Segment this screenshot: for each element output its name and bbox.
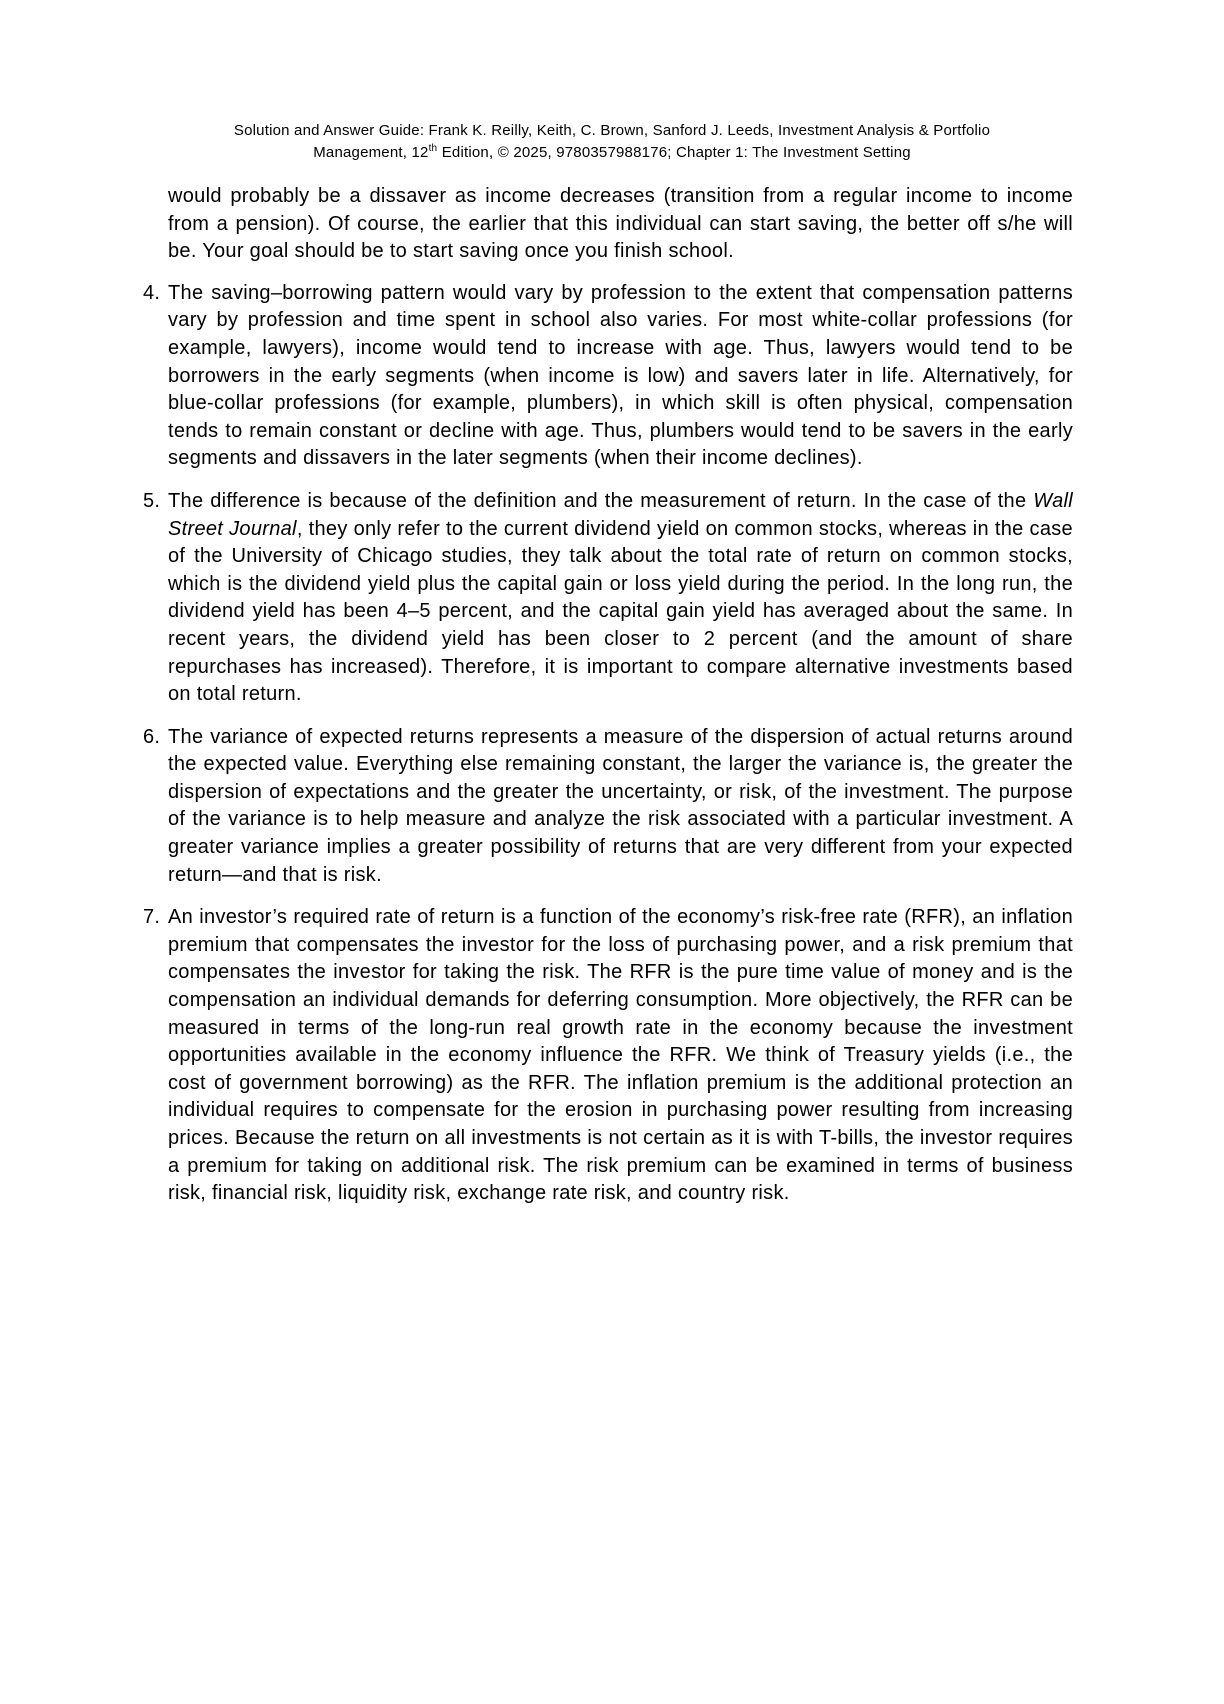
italicized-publication-title: Wall Street Journal <box>168 489 1073 540</box>
header-line-2-pre: Management, 12 <box>313 144 429 161</box>
header-edition-superscript: th <box>428 143 438 154</box>
list-item-6 <box>143 724 1073 890</box>
list-item-text-post: , they only refer to the current dividend yield on common stocks, whereas in the case of the University of Chicago studies, they talk about the total rate of return on common stocks, which is the dividend yield plus the capital gain or loss yield during the period. In the long run, the dividend yield has been 4–5 percent, and the capital gain yield has averaged about the same. In recent years, the dividend yield has been closer to 2 percent (and the amount of share repurchases has increased). Therefore, it is important to compare alternative investments based on total return. <box>168 517 1073 706</box>
continuation-paragraph: would probably be a dissaver as income decreases (transition from a regular income to income from a pension). Of course, the earlier that this individual can start saving, the better off s/he will be. Your goal should be to start saving once you finish school. <box>168 185 1073 263</box>
header-line-1: Solution and Answer Guide: Frank K. Reilly, Keith, C. Brown, Sanford J. Leeds, Investment Analysis & Portfolio <box>233 122 991 139</box>
list-item-4 <box>143 280 1073 473</box>
list-item-5 <box>143 488 1073 709</box>
list-item-text: An investor’s required rate of return is a function of the economy’s risk-free rate (RFR), an inflation premium that compensates the investor for the loss of purchasing power, and a risk premium that compensates the investor for taking the risk. The RFR is the pure time value of money and is the compensation an individual demands for deferring consumption. More objectively, the RFR can be measured in terms of the long-run real growth rate in the economy because the investment opportunities available in the economy influence the RFR. We think of Treasury yields (i.e., the cost of government borrowing) as the RFR. The inflation premium is the additional protection an individual requires to compensate for the erosion in purchasing power resulting from increasing prices. Because the return on all investments is not certain as it is with T-bills, the investor requires a premium for taking on additional risk. The risk premium can be examined in terms of business risk, financial risk, liquidity risk, exchange rate risk, and country risk. <box>168 906 1073 1205</box>
list-item-number: 5. <box>143 489 161 512</box>
document-page <box>0 120 1224 1704</box>
list-item-number: 4. <box>143 281 161 304</box>
list-item-text: The variance of expected returns represents a measure of the dispersion of actual returns around the expected value. Everything else remaining constant, the larger the variance is, the greater the dispersion of expectations and the greater the uncertainty, or risk, of the investment. The purpose of the variance is to help measure and analyze the risk associated with a particular investment. A greater variance implies a greater possibility of returns that are very different from your expected return—and that is risk. <box>168 725 1073 886</box>
header-line-2-post: Edition, © 2025, 9780357988176; Chapter 1: The Investment Setting <box>437 144 911 161</box>
list-item-text: The saving–borrowing pattern would vary by profession to the extent that compensation patterns vary by profession and time spent in school also varies. For most white-collar professions (for example, lawyers), income would tend to increase with age. Thus, lawyers would tend to be borrowers in the early segments (when income is low) and savers later in life. Alternatively, for blue-collar professions (for example, plumbers), in which skill is often physical, compensation tends to remain constant or decline with age. Thus, plumbers would tend to be savers in the early segments and dissavers in the later segments (when their income declines). <box>168 281 1073 470</box>
list-item-number: 6. <box>143 725 161 748</box>
document-body <box>143 183 1073 1208</box>
list-item-text <box>168 488 1073 709</box>
list-item-text-pre: The difference is because of the definition and the measurement of return. In the case of the <box>168 489 1034 512</box>
header-line-2 <box>162 142 1062 164</box>
list-item-number: 7. <box>143 906 161 929</box>
document-header <box>162 120 1062 164</box>
list-item-7 <box>143 904 1073 1208</box>
